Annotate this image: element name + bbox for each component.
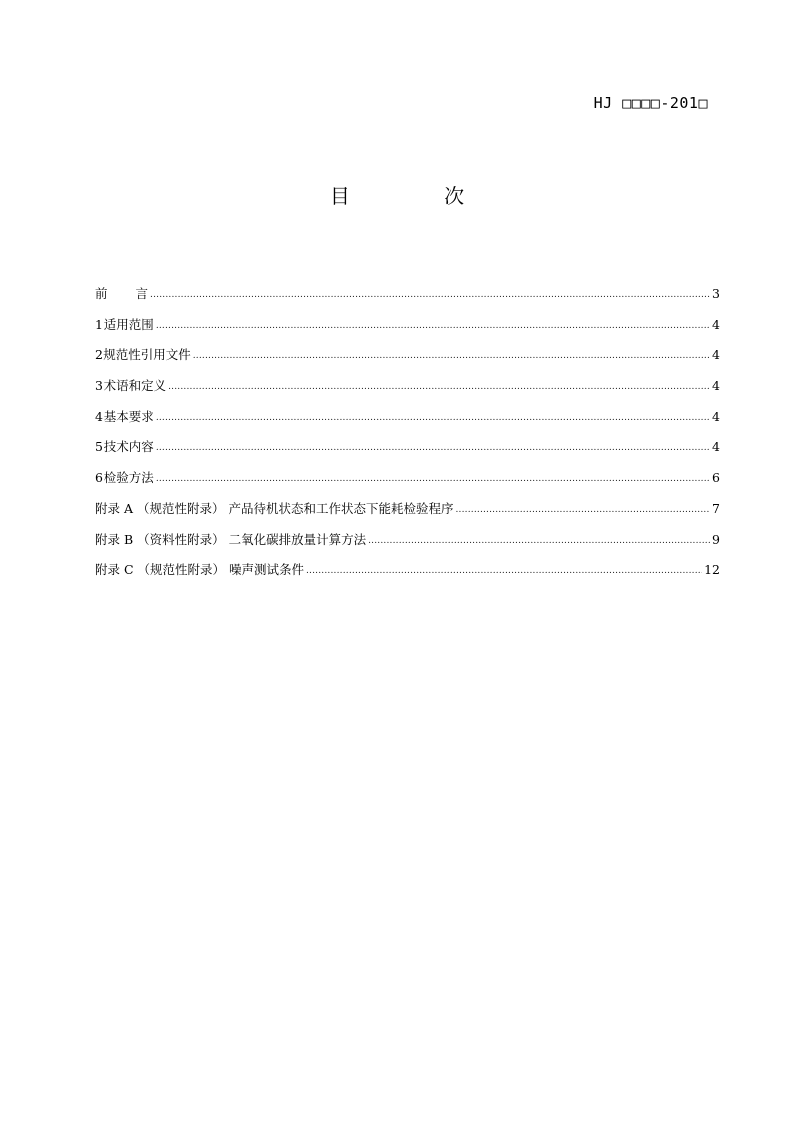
toc-leader-dots	[168, 377, 710, 397]
toc-leader-dots	[156, 469, 710, 489]
toc-entry-label: 附录 A （规范性附录） 产品待机状态和工作状态下能耗检验程序	[95, 500, 454, 516]
toc-leader-dots	[156, 316, 710, 336]
toc-leader-dots	[150, 285, 710, 305]
toc-entry-terms-definitions[interactable]	[95, 376, 720, 407]
toc-leader-dots	[193, 346, 710, 366]
toc-entry-foreword[interactable]	[95, 284, 720, 315]
toc-entry-scope[interactable]	[95, 315, 720, 346]
toc-page-number: 9	[712, 531, 720, 547]
toc-page-number: 12	[704, 562, 720, 578]
table-of-contents	[95, 284, 720, 591]
toc-page-number: 6	[712, 470, 720, 486]
toc-page-number: 3	[712, 286, 720, 301]
toc-page-number: 4	[712, 439, 720, 455]
toc-leader-dots	[306, 561, 702, 581]
toc-entry-technical-content[interactable]	[95, 437, 720, 468]
toc-section-number: 6	[95, 470, 103, 486]
toc-entry-label: 适用范围	[103, 316, 154, 332]
toc-entry-label: 检验方法	[103, 470, 154, 486]
toc-entry-label: 前 言	[95, 286, 149, 301]
toc-section-number: 4	[95, 408, 103, 424]
toc-leader-dots	[156, 408, 710, 428]
toc-entry-basic-requirements[interactable]	[95, 407, 720, 438]
toc-page-number: 4	[712, 347, 720, 363]
toc-section-number: 2	[95, 347, 103, 363]
toc-page-number: 4	[712, 408, 720, 424]
toc-entry-normative-references[interactable]	[95, 345, 720, 376]
toc-page-number: 7	[712, 500, 720, 516]
toc-entry-label: 附录 B （资料性附录） 二氧化碳排放量计算方法	[95, 531, 367, 547]
toc-page-number: 4	[712, 316, 720, 332]
toc-page-number: 4	[712, 378, 720, 394]
toc-entry-appendix-a[interactable]	[95, 499, 720, 530]
toc-entry-label: 附录 C （规范性附录） 噪声测试条件	[95, 562, 304, 578]
toc-section-number: 1	[95, 316, 103, 332]
toc-entry-appendix-b[interactable]	[95, 530, 720, 561]
toc-section-number: 5	[95, 439, 103, 455]
toc-leader-dots	[156, 438, 710, 458]
toc-entry-label: 规范性引用文件	[103, 347, 191, 363]
toc-entry-label: 基本要求	[103, 408, 154, 424]
toc-entry-appendix-c[interactable]	[95, 560, 720, 591]
toc-leader-dots	[455, 500, 710, 520]
document-code: HJ □□□□-201□	[593, 94, 708, 112]
toc-entry-label: 技术内容	[103, 439, 154, 455]
toc-title: 目 次	[329, 184, 509, 208]
toc-entry-test-methods[interactable]	[95, 468, 720, 499]
toc-entry-label: 术语和定义	[103, 378, 167, 394]
toc-leader-dots	[368, 531, 710, 551]
toc-section-number: 3	[95, 378, 103, 394]
